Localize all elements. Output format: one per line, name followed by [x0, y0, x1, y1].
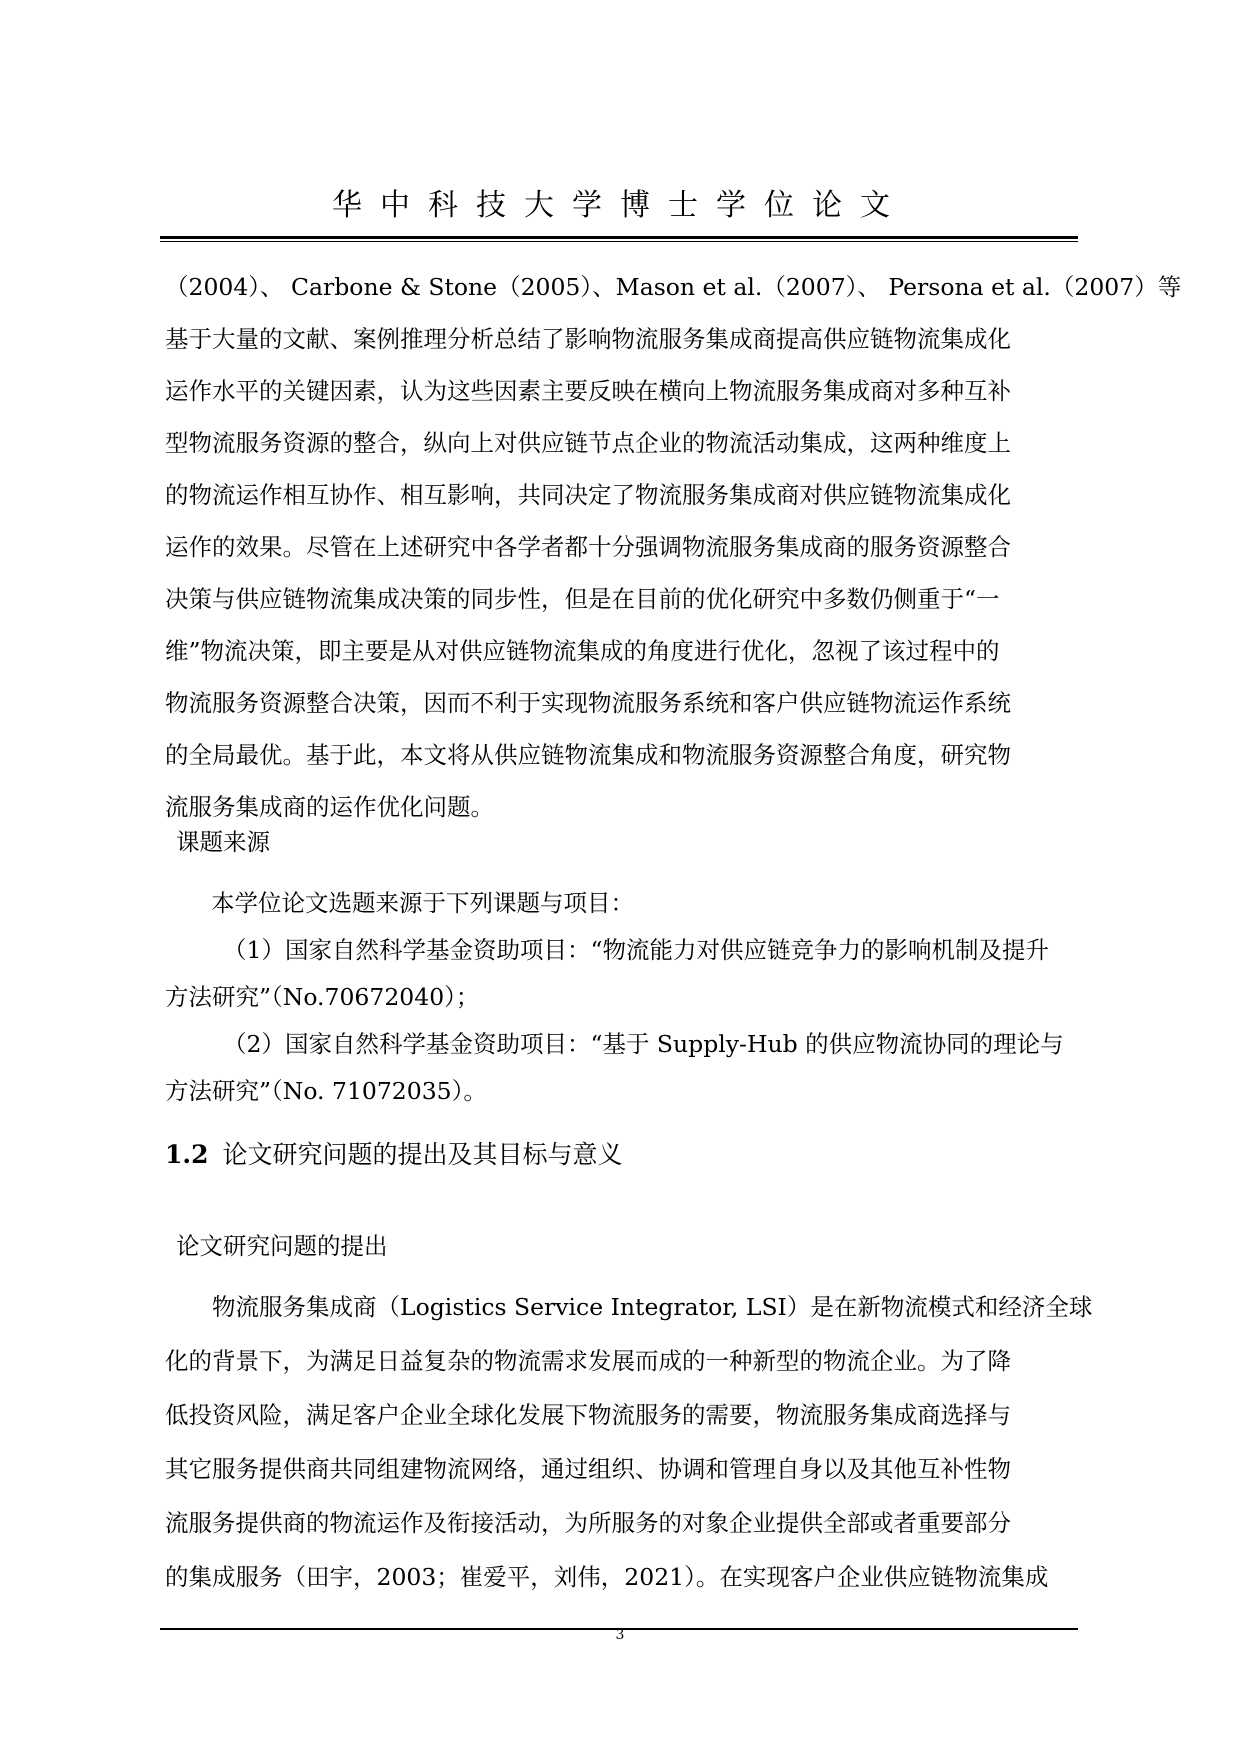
project-2-line: 方法研究”（No. 71072035）。: [165, 1077, 487, 1105]
section-heading: [165, 1135, 623, 1175]
text-line: 运作水平的关键因素，认为这些因素主要反映在横向上物流服务集成商对多种互补: [165, 377, 1011, 405]
text-line: 型物流服务资源的整合，纵向上对供应链节点企业的物流活动集成，这两种维度上: [165, 429, 1011, 457]
project-intro: 本学位论文选题来源于下列课题与项目：: [211, 889, 634, 917]
project-1-line: （1）国家自然科学基金资助项目：“物流能力对供应链竞争力的影响机制及提升: [223, 936, 1049, 964]
text-line: 其它服务提供商共同组建物流网络，通过组织、协调和管理自身以及其他互补性物: [165, 1455, 1011, 1483]
project-list: [165, 880, 1125, 1115]
text-line: 化的背景下，为满足日益复杂的物流需求发展而成的一种新型的物流企业。为了降: [165, 1347, 1011, 1375]
text-line: 运作的效果。尽管在上述研究中各学者都十分强调物流服务集成商的服务资源整合: [165, 533, 1011, 561]
text-line: 基于大量的文献、案例推理分析总结了影响物流服务集成商提高供应链物流集成化: [165, 325, 1011, 353]
subheading-source: 课题来源: [176, 828, 270, 856]
project-2-line: （2）国家自然科学基金资助项目：“基于 Supply-Hub 的供应物流协同的理论与: [223, 1030, 1064, 1058]
text-line: 的集成服务（田宇，2003；崔爱平，刘伟，2021）。在实现客户企业供应链物流集成: [165, 1563, 1049, 1591]
project-1-line: 方法研究”（No.70672040）；: [165, 983, 480, 1011]
header-rule-thick: [160, 236, 1078, 239]
section-title: 论文研究问题的提出及其目标与意义: [222, 1140, 623, 1169]
text-line: 维”物流决策，即主要是从对供应链物流集成的角度进行优化，忽视了该过程中的: [165, 637, 1000, 665]
running-header-title: 华中科技大学博士学位论文: [332, 188, 908, 223]
intro-paragraph: [165, 261, 1182, 833]
problem-paragraph: [165, 1280, 1125, 1604]
text-line: 物流服务资源整合决策，因而不利于实现物流服务系统和客户供应链物流运作系统: [165, 689, 1011, 717]
text-line: 的全局最优。基于此，本文将从供应链物流集成和物流服务资源整合角度，研究物: [165, 741, 1011, 769]
text-line: 低投资风险，满足客户企业全球化发展下物流服务的需要，物流服务集成商选择与: [165, 1401, 1011, 1429]
header-rule-thin: [160, 241, 1078, 242]
text-line: 的物流运作相互协作、相互影响，共同决定了物流服务集成商对供应链物流集成化: [165, 481, 1011, 509]
text-line: 流服务集成商的运作优化问题。: [165, 793, 494, 821]
page-number: 3: [615, 1627, 625, 1643]
text-line: 决策与供应链物流集成决策的同步性，但是在目前的优化研究中多数仍侧重于“一: [165, 585, 1000, 613]
section-number: 1.2: [165, 1140, 209, 1169]
text-line: 流服务提供商的物流运作及衔接活动，为所服务的对象企业提供全部或者重要部分: [165, 1509, 1011, 1537]
text-line: 物流服务集成商（Logistics Service Integrator, LSI）是在新物流模式和经济全球: [212, 1293, 1093, 1321]
text-line: （2004）、 Carbone & Stone（2005）、Mason et al.（2007）、 Persona et al.（2007）等: [165, 273, 1182, 301]
subheading-problem: 论文研究问题的提出: [176, 1232, 388, 1260]
